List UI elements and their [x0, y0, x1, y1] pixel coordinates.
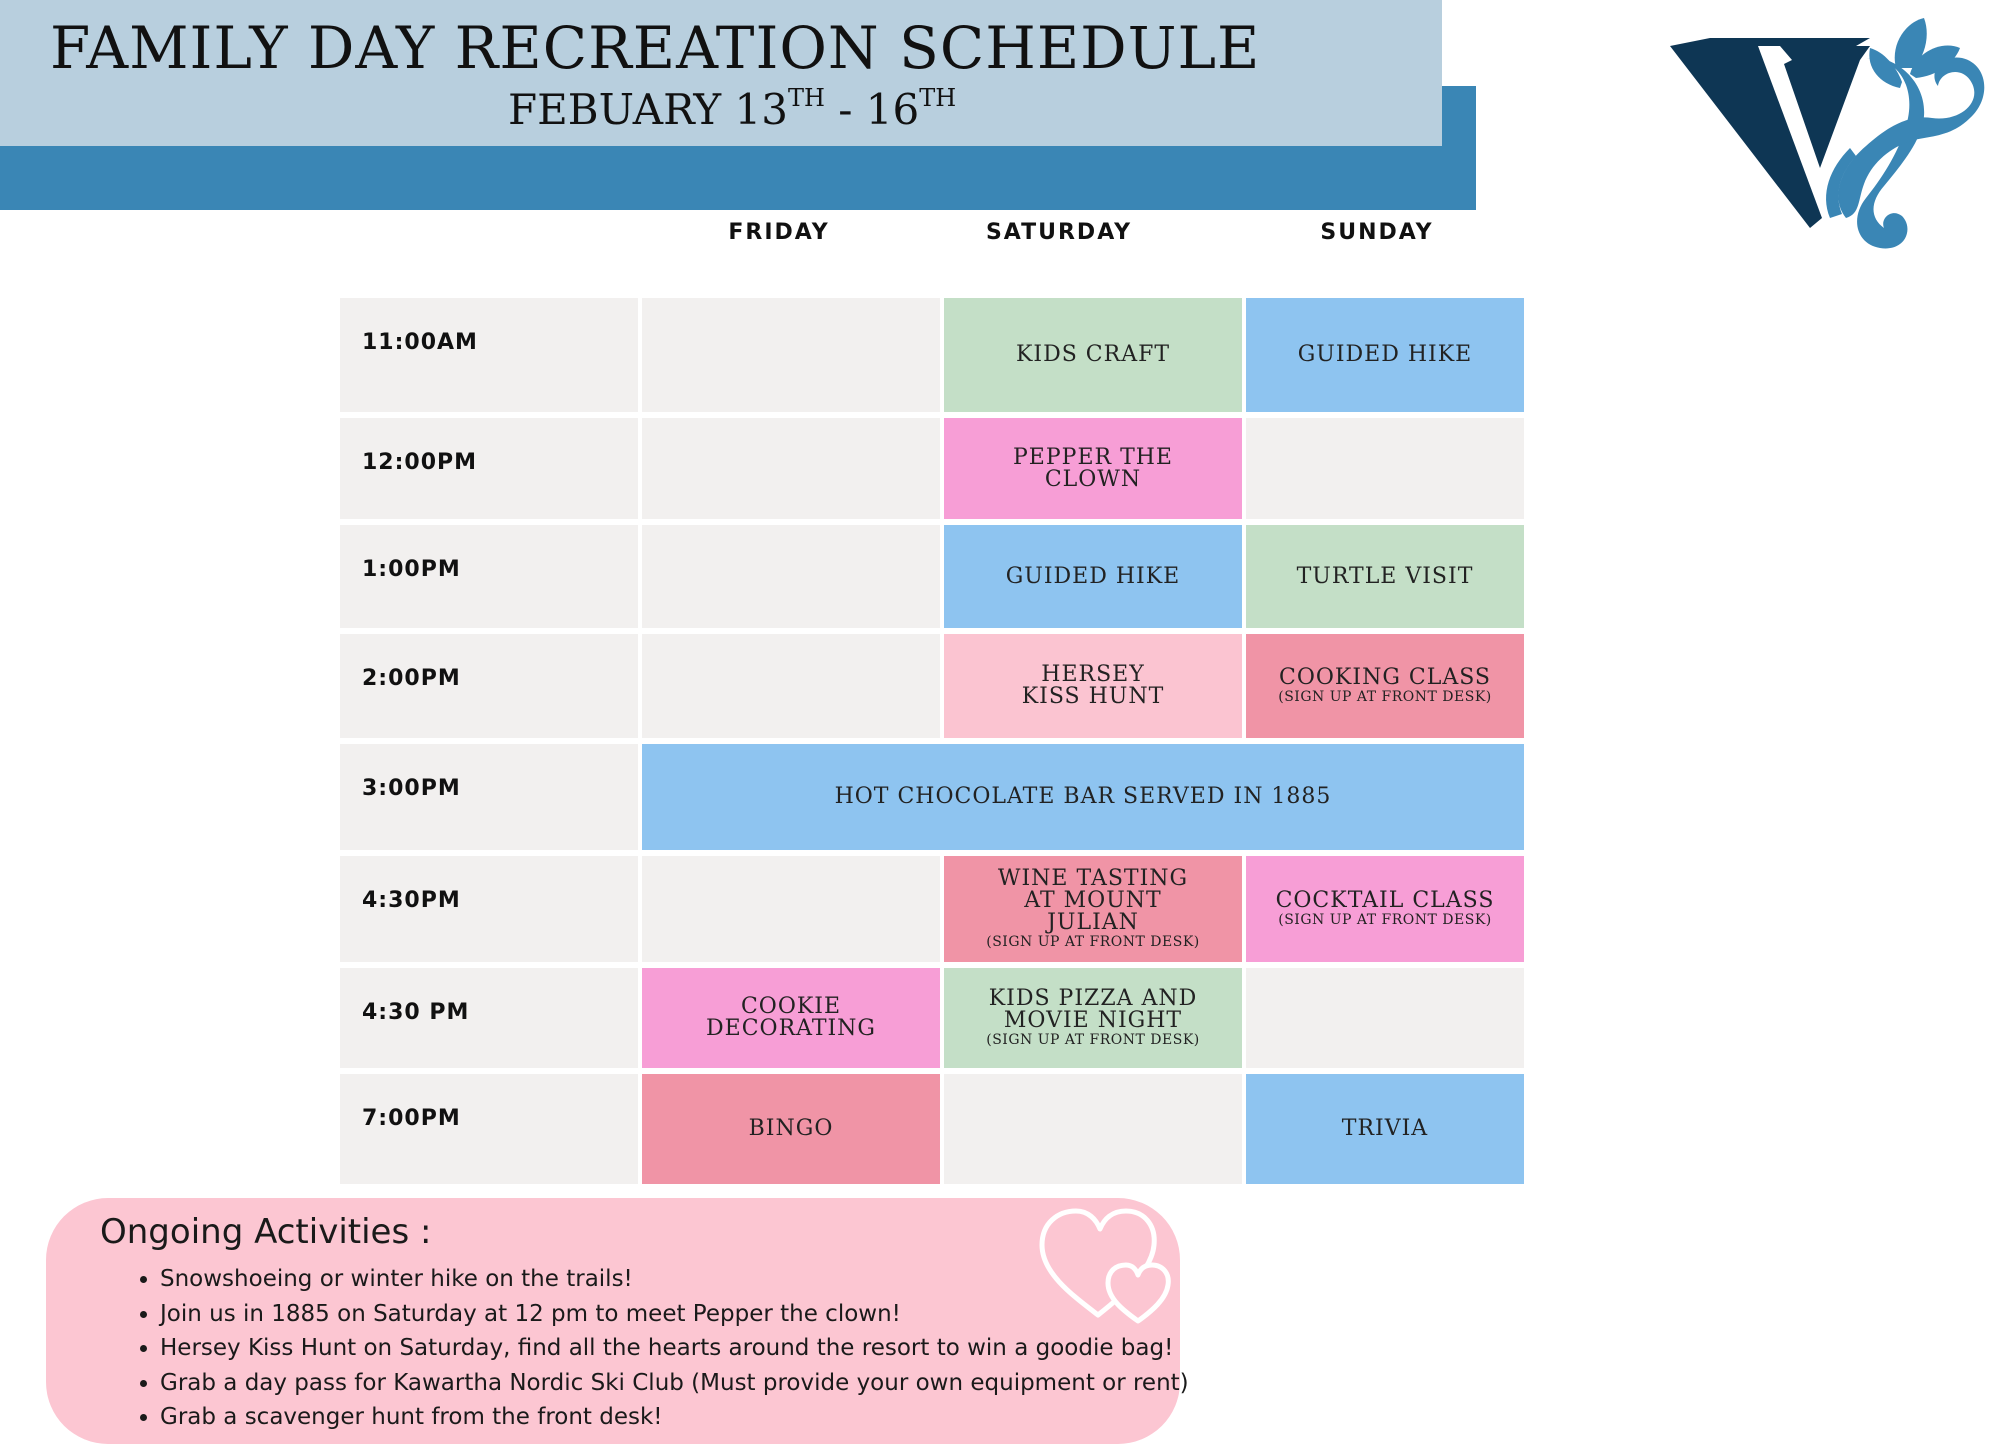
- time-cell: 4:30PM: [340, 856, 638, 962]
- empty-slot: [944, 1074, 1242, 1184]
- time-cell: 1:00PM: [340, 525, 638, 628]
- ongoing-activities-panel: [46, 1198, 1189, 1444]
- empty-slot: [642, 634, 940, 738]
- activity-kids-pizza-movie-night: [944, 968, 1242, 1068]
- v-leaf-logo-icon: [1670, 18, 1990, 268]
- time-cell: 2:00PM: [340, 634, 638, 738]
- empty-slot: [1246, 418, 1524, 519]
- list-item: • Hersey Kiss Hunt on Saturday, find all the hearts around the resort to win a goodie bag!: [160, 1331, 1200, 1366]
- hearts-icon: [1032, 1203, 1192, 1333]
- activity-label: HOT CHOCOLATE BAR SERVED IN 1885: [834, 784, 1332, 809]
- activity-label: TURTLE VISIT: [1296, 563, 1474, 589]
- empty-slot: [642, 298, 940, 412]
- list-item: • Grab a scavenger hunt from the front desk!: [160, 1400, 1200, 1435]
- page-subtitle: [508, 84, 956, 134]
- activity-label: COOKIE DECORATING: [706, 994, 877, 1041]
- empty-slot: [642, 856, 940, 962]
- list-item: • Snowshoeing or winter hike on the trails!: [160, 1262, 1200, 1297]
- activity-label: KIDS CRAFT: [1015, 342, 1171, 367]
- empty-slot: [642, 525, 940, 628]
- activity-guided-hike-saturday: [944, 525, 1242, 628]
- activity-turtle-visit: [1246, 525, 1524, 628]
- activity-label: COOKING CLASS: [1279, 665, 1491, 690]
- activity-pepper-the-clown: [944, 418, 1242, 519]
- activity-wine-tasting: [944, 856, 1242, 962]
- activity-note: (SIGN UP AT FRONT DESK): [986, 934, 1200, 950]
- activity-label: BINGO: [748, 1116, 834, 1141]
- activity-cookie-decorating: [642, 968, 940, 1068]
- day-header-sunday: SUNDAY: [1320, 220, 1434, 245]
- list-item: • Join us in 1885 on Saturday at 12 pm to meet Pepper the clown!: [160, 1297, 1200, 1332]
- activity-hot-chocolate-bar: [642, 744, 1524, 850]
- empty-slot: [1246, 968, 1524, 1068]
- activity-guided-hike-sunday: [1246, 298, 1524, 412]
- activity-note: (SIGN UP AT FRONT DESK): [1278, 689, 1492, 705]
- activity-label: PEPPER THE CLOWN: [1012, 444, 1173, 492]
- time-cell: 7:00PM: [340, 1074, 638, 1184]
- ongoing-title: Ongoing Activities :: [100, 1212, 432, 1252]
- subtitle-start: FEBUARY 13: [508, 85, 788, 134]
- activity-label: KIDS PIZZA AND MOVIE NIGHT: [988, 986, 1198, 1033]
- subtitle-end: - 16: [824, 85, 920, 134]
- activity-label: COCKTAIL CLASS: [1275, 888, 1495, 913]
- subtitle-sup-first: TH: [787, 84, 825, 112]
- activity-label: TRIVIA: [1341, 1116, 1429, 1141]
- activity-trivia: [1246, 1074, 1524, 1184]
- activity-kids-craft: [944, 298, 1242, 412]
- time-cell: 4:30 PM: [340, 968, 638, 1068]
- activity-bingo: [642, 1074, 940, 1184]
- time-cell: 11:00AM: [340, 298, 638, 412]
- page-title: FAMILY DAY RECREATION SCHEDULE: [50, 14, 1261, 82]
- list-item: • Grab a day pass for Kawartha Nordic Ski Club (Must provide your own equipment or rent): [160, 1366, 1200, 1401]
- day-header-friday: FRIDAY: [728, 220, 830, 245]
- schedule-grid: [340, 298, 1520, 1164]
- activity-label: HERSEY KISS HUNT: [1021, 662, 1165, 709]
- activity-cocktail-class: [1246, 856, 1524, 962]
- day-header-saturday: SATURDAY: [985, 220, 1133, 245]
- empty-slot: [642, 418, 940, 519]
- activity-note: (SIGN UP AT FRONT DESK): [986, 1032, 1200, 1048]
- activity-label: WINE TASTING AT MOUNT JULIAN: [997, 866, 1189, 935]
- header-banner-light: [0, 0, 1442, 146]
- time-cell: 12:00PM: [340, 418, 638, 519]
- activity-cooking-class: [1246, 634, 1524, 738]
- activity-label: GUIDED HIKE: [1297, 342, 1473, 367]
- activity-label: GUIDED HIKE: [1005, 563, 1181, 589]
- subtitle-sup-second: TH: [919, 84, 957, 112]
- activity-note: (SIGN UP AT FRONT DESK): [1278, 912, 1492, 928]
- time-cell: 3:00PM: [340, 744, 638, 850]
- activity-hersey-kiss-hunt: [944, 634, 1242, 738]
